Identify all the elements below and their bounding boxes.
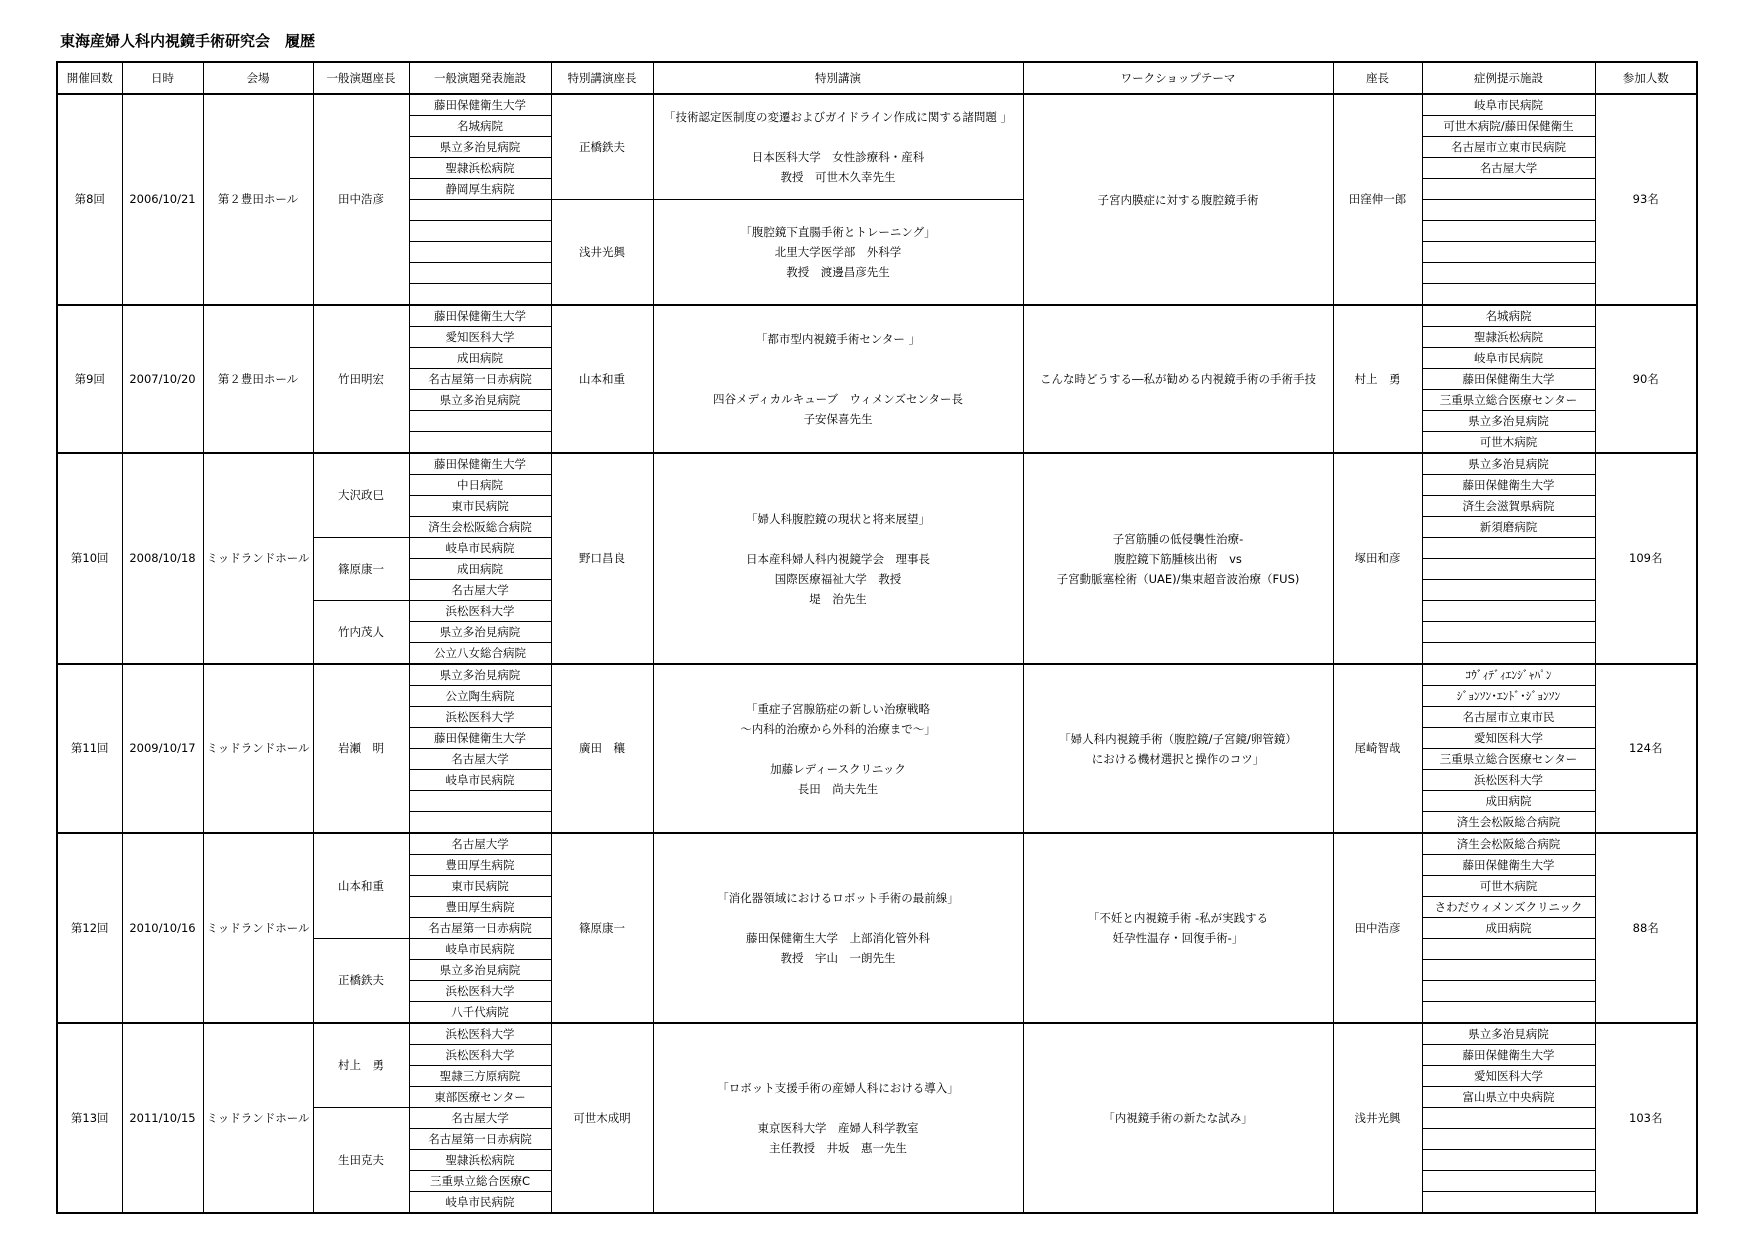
general-facility: 県立多治見病院	[409, 390, 551, 411]
session-chair: 村上 勇	[1333, 305, 1422, 453]
workshop-theme-line: こんな時どうする―私が勧める内視鏡手術の手術手技	[1040, 372, 1316, 386]
special-lecture-line: 四谷メディカルキューブ ウィメンズセンター長	[712, 392, 963, 406]
workshop-theme-line: 子宮筋腫の低侵襲性治療-	[1112, 531, 1244, 546]
general-facility: 名古屋第一日赤病院	[409, 918, 551, 939]
case-facility: 浜松医科大学	[1422, 770, 1595, 791]
session-venue: ミッドランドホール	[203, 833, 313, 1023]
special-lecture-line: 日本医科大学 女性診療科・産科	[751, 150, 925, 164]
case-facility: 済生会滋賀県病院	[1422, 496, 1595, 517]
general-facility: 東市民病院	[409, 876, 551, 897]
workshop-theme	[1023, 664, 1333, 833]
session-round: 第10回	[57, 453, 122, 664]
participant-count: 93名	[1595, 94, 1697, 305]
workshop-theme	[1023, 453, 1333, 664]
general-facility: 愛知医科大学	[409, 327, 551, 348]
table-row	[57, 1023, 1697, 1045]
column-header-venue: 会場	[203, 62, 313, 94]
special-lecture	[653, 833, 1023, 1023]
special-lecture-line	[656, 369, 1021, 389]
session-round: 第13回	[57, 1023, 122, 1213]
case-facility	[1422, 263, 1595, 284]
general-facility: 済生会松阪総合病院	[409, 517, 551, 538]
case-facility	[1422, 200, 1595, 221]
column-header-general-facility: 一般演題発表施設	[409, 62, 551, 94]
special-lecture-line: 国際医療福祉大学 教授	[774, 571, 902, 586]
general-chair: 大沢政巳	[313, 453, 409, 538]
session-round: 第12回	[57, 833, 122, 1023]
case-facility	[1422, 1108, 1595, 1129]
general-facility: 成田病院	[409, 348, 551, 369]
case-facility: 藤田保健衛生大学	[1422, 475, 1595, 496]
general-facility: 岐阜市民病院	[409, 1192, 551, 1214]
general-facility: 岐阜市民病院	[409, 538, 551, 559]
special-chair: 浅井光興	[551, 200, 653, 306]
history-table	[56, 61, 1698, 1214]
general-facility: 県立多治見病院	[409, 137, 551, 158]
general-facility: 豊田厚生病院	[409, 897, 551, 918]
case-facility: 可世木病院	[1422, 876, 1595, 897]
workshop-theme	[1023, 305, 1333, 453]
case-facility	[1422, 1171, 1595, 1192]
table-row	[57, 94, 1697, 116]
session-date: 2007/10/20	[122, 305, 203, 453]
special-lecture-line: 東京医科大学 産婦人科学教室	[757, 1121, 919, 1135]
general-facility: 藤田保健衛生大学	[409, 305, 551, 327]
case-facility	[1422, 559, 1595, 580]
general-facility	[409, 411, 551, 432]
session-date: 2011/10/15	[122, 1023, 203, 1213]
general-facility: 浜松医科大学	[409, 707, 551, 728]
special-lecture-line	[656, 349, 1021, 369]
case-facility: 可世木病院/藤田保健衛生	[1422, 116, 1595, 137]
table-row	[57, 453, 1697, 475]
special-lecture	[653, 94, 1023, 200]
special-lecture-line: 「技術認定医制度の変遷およびガイドライン作成に関する諸問題 」	[664, 110, 1012, 124]
session-block	[57, 664, 1697, 833]
special-lecture	[653, 200, 1023, 306]
general-chair: 生田克夫	[313, 1108, 409, 1214]
general-facility	[409, 812, 551, 834]
workshop-theme-line: 「内視鏡手術の新たな試み」	[1103, 1111, 1253, 1125]
general-facility: 県立多治見病院	[409, 960, 551, 981]
general-chair: 正橋鉄夫	[313, 939, 409, 1024]
case-facility	[1422, 1002, 1595, 1024]
case-facility: 富山県立中央病院	[1422, 1087, 1595, 1108]
case-facility: ｺｳﾞｨﾃﾞｨｴﾝｼﾞｬﾊﾟﾝ	[1422, 664, 1595, 686]
participant-count: 88名	[1595, 833, 1697, 1023]
general-facility: 名古屋大学	[409, 749, 551, 770]
special-chair: 野口昌良	[551, 453, 653, 664]
session-chair: 塚田和彦	[1333, 453, 1422, 664]
case-facility	[1422, 1192, 1595, 1214]
header-row	[57, 62, 1697, 94]
special-lecture-line: 日本産科婦人科内視鏡学会 理事長	[746, 551, 930, 566]
case-facility	[1422, 179, 1595, 200]
special-lecture-line	[656, 908, 1021, 928]
case-facility: 岐阜市民病院	[1422, 348, 1595, 369]
general-facility	[409, 221, 551, 242]
session-date: 2008/10/18	[122, 453, 203, 664]
special-lecture-line: 「都市型内視鏡手術センター 」	[755, 332, 921, 346]
session-venue: 第２豊田ホール	[203, 305, 313, 453]
table-row	[57, 664, 1697, 686]
case-facility	[1422, 601, 1595, 622]
special-lecture	[653, 1023, 1023, 1213]
workshop-theme-line: 子宮動脈塞栓術（UAE)/集束超音波治療（FUS)	[1056, 571, 1300, 586]
special-lecture-line: 子安保喜先生	[803, 412, 873, 426]
general-facility	[409, 791, 551, 812]
case-facility	[1422, 242, 1595, 263]
participant-count: 109名	[1595, 453, 1697, 664]
column-header-chair: 座長	[1333, 62, 1422, 94]
general-facility: 中日病院	[409, 475, 551, 496]
document-title: 東海産婦人科内視鏡手術研究会 履歴	[60, 32, 316, 50]
session-block	[57, 833, 1697, 1023]
workshop-theme-line: 子宮内膜症に対する腹腔鏡手術	[1097, 192, 1259, 207]
case-facility: さわだウィメンズクリニック	[1422, 897, 1595, 918]
case-facility: 藤田保健衛生大学	[1422, 1045, 1595, 1066]
special-lecture-line: 長田 尚夫先生	[797, 781, 879, 796]
general-facility: 岐阜市民病院	[409, 939, 551, 960]
general-facility: 聖隷三方原病院	[409, 1066, 551, 1087]
session-date: 2006/10/21	[122, 94, 203, 305]
general-facility: 名古屋第一日赤病院	[409, 369, 551, 390]
general-facility	[409, 284, 551, 306]
column-header-case-facility: 症例提示施設	[1422, 62, 1595, 94]
general-facility: 藤田保健衛生大学	[409, 453, 551, 475]
column-header-date: 日時	[122, 62, 203, 94]
session-round: 第9回	[57, 305, 122, 453]
general-facility: 公立八女総合病院	[409, 643, 551, 665]
case-facility: 名古屋市立東市民	[1422, 707, 1595, 728]
special-lecture-line	[656, 1098, 1021, 1118]
participant-count: 90名	[1595, 305, 1697, 453]
general-facility: 名古屋第一日赤病院	[409, 1129, 551, 1150]
special-lecture-line: 「重症子宮腺筋症の新しい治療戦略	[746, 701, 930, 716]
case-facility: 県立多治見病院	[1422, 1023, 1595, 1045]
column-header-round: 開催回数	[57, 62, 122, 94]
case-facility: 藤田保健衛生大学	[1422, 369, 1595, 390]
workshop-theme-line: 「不妊と内視鏡手術 -私が実践する	[1087, 911, 1269, 925]
general-facility: 豊田厚生病院	[409, 855, 551, 876]
case-facility: 済生会松阪総合病院	[1422, 812, 1595, 834]
general-facility	[409, 263, 551, 284]
case-facility: 新須磨病院	[1422, 517, 1595, 538]
session-date: 2009/10/17	[122, 664, 203, 833]
session-block	[57, 453, 1697, 664]
general-facility	[409, 242, 551, 263]
general-chair: 竹内茂人	[313, 601, 409, 665]
column-header-special-chair: 特別講演座長	[551, 62, 653, 94]
workshop-theme-line: 「婦人科内視鏡手術（腹腔鏡/子宮鏡/卵管鏡）	[1059, 731, 1297, 746]
general-facility: 浜松医科大学	[409, 601, 551, 622]
general-facility: 成田病院	[409, 559, 551, 580]
general-facility: 聖隷浜松病院	[409, 1150, 551, 1171]
case-facility	[1422, 643, 1595, 665]
general-facility: 公立陶生病院	[409, 686, 551, 707]
case-facility	[1422, 580, 1595, 601]
case-facility: 愛知医科大学	[1422, 1066, 1595, 1087]
session-chair: 浅井光興	[1333, 1023, 1422, 1213]
case-facility: 可世木病院	[1422, 432, 1595, 454]
special-chair: 可世木成明	[551, 1023, 653, 1213]
special-lecture	[653, 453, 1023, 664]
general-facility: 県立多治見病院	[409, 622, 551, 643]
special-chair: 廣田 穰	[551, 664, 653, 833]
session-venue: ミッドランドホール	[203, 664, 313, 833]
session-block	[57, 94, 1697, 305]
column-header-participants: 参加人数	[1595, 62, 1697, 94]
general-facility: 名古屋大学	[409, 580, 551, 601]
case-facility: 成田病院	[1422, 791, 1595, 812]
general-facility: 聖隷浜松病院	[409, 158, 551, 179]
case-facility: 聖隷浜松病院	[1422, 327, 1595, 348]
special-lecture-line: 教授 渡邊昌彦先生	[786, 265, 890, 279]
special-lecture-line: 主任教授 井坂 惠一先生	[769, 1141, 907, 1155]
special-lecture	[653, 305, 1023, 453]
case-facility	[1422, 221, 1595, 242]
table-row	[57, 833, 1697, 855]
special-lecture-line	[656, 127, 1021, 147]
special-lecture-line: 「婦人科腹腔鏡の現状と将来展望」	[746, 511, 930, 526]
case-facility: 三重県立総合医療センター	[1422, 749, 1595, 770]
session-chair: 田中浩彦	[1333, 833, 1422, 1023]
general-facility: 浜松医科大学	[409, 1045, 551, 1066]
special-lecture-line: ～内科的治療から外科的治療まで～」	[740, 721, 936, 736]
participant-count: 103名	[1595, 1023, 1697, 1213]
general-chair: 田中浩彦	[313, 94, 409, 305]
special-chair: 篠原康一	[551, 833, 653, 1023]
column-header-workshop-theme: ワークショップテーマ	[1023, 62, 1333, 94]
special-lecture-line	[656, 739, 1021, 759]
general-facility: 八千代病院	[409, 1002, 551, 1024]
case-facility: 県立多治見病院	[1422, 411, 1595, 432]
column-header-special-lecture: 特別講演	[653, 62, 1023, 94]
special-lecture-line	[656, 529, 1021, 549]
case-facility	[1422, 1150, 1595, 1171]
case-facility: 藤田保健衛生大学	[1422, 855, 1595, 876]
session-date: 2010/10/16	[122, 833, 203, 1023]
session-chair: 尾崎智哉	[1333, 664, 1422, 833]
case-facility: 成田病院	[1422, 918, 1595, 939]
special-lecture-line: 堤 治先生	[809, 591, 867, 606]
session-block	[57, 1023, 1697, 1213]
workshop-theme	[1023, 1023, 1333, 1213]
case-facility: 名古屋大学	[1422, 158, 1595, 179]
general-facility: 名古屋大学	[409, 1108, 551, 1129]
special-lecture-line: 「腹腔鏡下直腸手術とトレーニング」	[740, 225, 936, 239]
general-facility: 岐阜市民病院	[409, 770, 551, 791]
general-facility: 名古屋大学	[409, 833, 551, 855]
case-facility	[1422, 1129, 1595, 1150]
case-facility: 岐阜市民病院	[1422, 94, 1595, 116]
session-round: 第11回	[57, 664, 122, 833]
workshop-theme-line: 腹腔鏡下筋腫核出術 vs	[1114, 551, 1242, 566]
general-chair: 村上 勇	[313, 1023, 409, 1108]
session-chair: 田窪伸一郎	[1333, 94, 1422, 305]
table-row	[57, 305, 1697, 327]
workshop-theme	[1023, 833, 1333, 1023]
case-facility: 済生会松阪総合病院	[1422, 833, 1595, 855]
general-facility: 東部医療センター	[409, 1087, 551, 1108]
workshop-theme	[1023, 94, 1333, 305]
case-facility: ｼﾞｮﾝｿﾝ･ｴﾝﾄﾞ･ｼﾞｮﾝｿﾝ	[1422, 686, 1595, 707]
case-facility: 愛知医科大学	[1422, 728, 1595, 749]
session-venue: 第２豊田ホール	[203, 94, 313, 305]
general-facility: 静岡厚生病院	[409, 179, 551, 200]
case-facility	[1422, 538, 1595, 559]
special-chair: 山本和重	[551, 305, 653, 453]
session-venue: ミッドランドホール	[203, 453, 313, 664]
general-facility: 県立多治見病院	[409, 664, 551, 686]
participant-count: 124名	[1595, 664, 1697, 833]
special-lecture-line: 「ロボット支援手術の産婦人科における導入」	[717, 1081, 959, 1095]
general-facility: 東市民病院	[409, 496, 551, 517]
general-facility: 三重県立総合医療C	[409, 1171, 551, 1192]
general-chair: 竹田明宏	[313, 305, 409, 453]
session-venue: ミッドランドホール	[203, 1023, 313, 1213]
case-facility	[1422, 622, 1595, 643]
general-facility: 藤田保健衛生大学	[409, 728, 551, 749]
general-facility	[409, 200, 551, 221]
general-facility	[409, 432, 551, 454]
general-facility: 浜松医科大学	[409, 981, 551, 1002]
special-lecture-line: 教授 可世木久幸先生	[780, 170, 896, 184]
general-facility: 浜松医科大学	[409, 1023, 551, 1045]
special-lecture	[653, 664, 1023, 833]
general-facility: 藤田保健衛生大学	[409, 94, 551, 116]
special-lecture-line: 藤田保健衛生大学 上部消化管外科	[746, 931, 930, 945]
session-round: 第8回	[57, 94, 122, 305]
case-facility	[1422, 284, 1595, 306]
session-block	[57, 305, 1697, 453]
special-lecture-line: 教授 宇山 一朗先生	[780, 951, 896, 965]
workshop-theme-line: 妊孕性温存・回復手術-」	[1112, 931, 1244, 945]
column-header-general-chair: 一般演題座長	[313, 62, 409, 94]
general-chair: 山本和重	[313, 833, 409, 939]
workshop-theme-line: における機材選択と操作のコツ」	[1091, 751, 1265, 766]
case-facility	[1422, 960, 1595, 981]
case-facility: 名城病院	[1422, 305, 1595, 327]
case-facility: 名古屋市立東市民病院	[1422, 137, 1595, 158]
general-facility: 名城病院	[409, 116, 551, 137]
case-facility: 三重県立総合医療センター	[1422, 390, 1595, 411]
special-lecture-line: 加藤レディースクリニック	[770, 761, 906, 776]
general-chair: 岩瀬 明	[313, 664, 409, 833]
general-chair: 篠原康一	[313, 538, 409, 601]
special-lecture-line: 北里大学医学部 外科学	[774, 245, 902, 259]
case-facility: 県立多治見病院	[1422, 453, 1595, 475]
special-lecture-line: 「消化器領域におけるロボット手術の最前線」	[717, 891, 959, 905]
special-chair: 正橋鉄夫	[551, 94, 653, 200]
case-facility	[1422, 939, 1595, 960]
case-facility	[1422, 981, 1595, 1002]
